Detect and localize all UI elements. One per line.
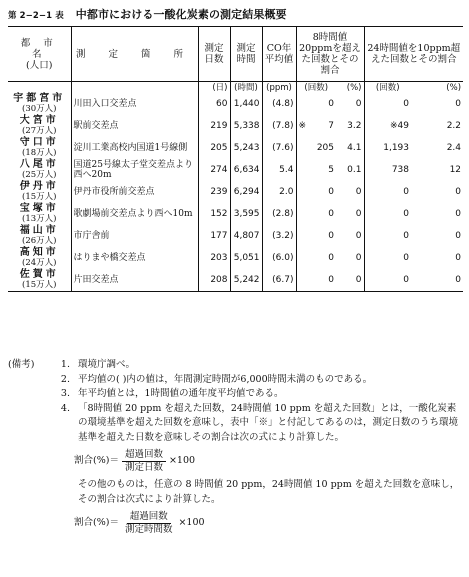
avg-cell: (7.6) bbox=[262, 137, 296, 159]
note-4: 4. 「8時間値 20 ppm を超えた回数，24時間値 10 ppm を超えた回数」とは，一酸化炭素の環境基準を超えた回数を意味し，表中「※」と付記してあるのは，測定日数のうち環境基準を超えた日数を意味しその割合は次の式により計算した。 bbox=[60, 402, 459, 443]
days-cell: 219 bbox=[198, 115, 230, 137]
city-population: (25万人) bbox=[22, 170, 57, 180]
hours-cell: 5,242 bbox=[230, 269, 262, 292]
over8-pct-cell: 0 bbox=[355, 187, 362, 197]
hours-cell: 5,243 bbox=[230, 137, 262, 159]
avg-cell: (7.8) bbox=[262, 115, 296, 137]
table-row bbox=[8, 137, 463, 159]
table-row bbox=[8, 247, 463, 269]
city-cell bbox=[8, 93, 71, 115]
table-title-text: 中都市における一酸化炭素の測定結果概要 bbox=[75, 8, 287, 21]
over8-pct-cell: 0 bbox=[355, 253, 362, 263]
header-over8: 8時間値20ppmを超えた回数とその割合 bbox=[296, 27, 364, 82]
site-cell: 歌劇場前交差点より西へ10m bbox=[71, 203, 198, 225]
over24-count-cell: 0 bbox=[364, 225, 411, 247]
note-1: (備考) 1. 環境庁調べ。 bbox=[8, 358, 463, 373]
city-population: (13万人) bbox=[22, 214, 57, 224]
unit-days: (日) bbox=[198, 82, 230, 94]
notes bbox=[8, 358, 463, 540]
over24-pct-cell: 12 bbox=[449, 165, 462, 175]
city-name: 宇都宮市 bbox=[13, 93, 66, 104]
avg-cell: (6.7) bbox=[262, 269, 296, 292]
avg-cell: 5.4 bbox=[262, 159, 296, 181]
site-cell: 駅前交差点 bbox=[71, 115, 198, 137]
city-name: 高知市 bbox=[19, 247, 59, 258]
note-4-continued: その他のものは，任意の 8 時間値 20 ppm，24時間値 10 ppm を超えた回数を意味し，その割合は次式により計算した。 bbox=[78, 479, 460, 505]
table-row bbox=[8, 115, 463, 137]
hours-cell: 5,338 bbox=[230, 115, 262, 137]
over24-count-cell: 0 bbox=[364, 93, 411, 115]
header-avg: CO年平均値 bbox=[262, 27, 296, 82]
note-3: 3. 年平均値とは，1時間値の通年度平均値である。 bbox=[60, 388, 284, 399]
table-row bbox=[8, 269, 463, 292]
over24-pct-cell: 2.2 bbox=[446, 121, 462, 131]
over24-pct-cell: 0 bbox=[455, 187, 462, 197]
unit-hours: (時間) bbox=[230, 82, 262, 94]
table-number: 第 2−2−1 表 bbox=[8, 11, 64, 21]
site-cell: 伊丹市役所前交差点 bbox=[71, 181, 198, 203]
unit-over24-pct: (%) bbox=[411, 82, 463, 94]
site-cell: 川田入口交差点 bbox=[71, 93, 198, 115]
over8-count-cell: 205 bbox=[296, 137, 336, 159]
days-cell: 208 bbox=[198, 269, 230, 292]
over24-count-cell: 0 bbox=[364, 269, 411, 292]
city-population: (30万人) bbox=[22, 104, 57, 114]
over8-pct-cell: 0 bbox=[355, 209, 362, 219]
over8-count-cell: ※ 7 bbox=[296, 115, 336, 137]
over8-count-cell: 5 bbox=[296, 159, 336, 181]
over8-pct-cell: 0 bbox=[355, 99, 362, 109]
city-name: 宝塚市 bbox=[19, 203, 59, 214]
city-cell bbox=[8, 203, 71, 225]
hours-cell: 3,595 bbox=[230, 203, 262, 225]
city-name: 大宮市 bbox=[19, 115, 59, 126]
over24-count-cell: 0 bbox=[364, 181, 411, 203]
hours-cell: 5,051 bbox=[230, 247, 262, 269]
unit-over8-count: (回数) bbox=[296, 82, 336, 94]
days-cell: 239 bbox=[198, 181, 230, 203]
table-row bbox=[8, 203, 463, 225]
over8-pct-cell: 3.2 bbox=[347, 121, 362, 131]
city-cell bbox=[8, 115, 71, 137]
days-cell: 152 bbox=[198, 203, 230, 225]
hours-cell: 1,440 bbox=[230, 93, 262, 115]
days-cell: 203 bbox=[198, 247, 230, 269]
city-cell bbox=[8, 225, 71, 247]
header-site: 測 定 箇 所 bbox=[71, 27, 198, 82]
unit-over24-count: (回数) bbox=[364, 82, 411, 94]
over8-count-cell: 0 bbox=[296, 247, 336, 269]
city-name: 福山市 bbox=[19, 225, 59, 236]
city-population: (26万人) bbox=[22, 236, 57, 246]
avg-cell: (6.0) bbox=[262, 247, 296, 269]
formula-hours: 割合(%)＝ $\frac{\text{超過回数}}{\text{測定時間数}}$ ×100 bbox=[74, 511, 205, 535]
header-over24: 24時間値を10ppm超えた回数とその割合 bbox=[364, 27, 463, 82]
city-cell bbox=[8, 159, 71, 181]
note-2: 2. 平均値の( )内の値は，年間測定時間が6,000時間未満のものである。 bbox=[60, 373, 373, 385]
over24-pct-cell: 0 bbox=[411, 269, 463, 292]
avg-cell: (4.8) bbox=[262, 93, 296, 115]
table-row bbox=[8, 225, 463, 247]
over8-count-cell: 0 bbox=[296, 93, 336, 115]
table-title bbox=[8, 6, 463, 22]
over24-count-cell: 738 bbox=[364, 159, 411, 181]
site-cell: 国道25号線太子堂交差点より西へ20m bbox=[71, 159, 198, 181]
days-cell: 274 bbox=[198, 159, 230, 181]
over24-pct-cell: 0 bbox=[455, 209, 462, 219]
hours-cell: 6,634 bbox=[230, 159, 262, 181]
over24-pct-cell: 0 bbox=[455, 231, 462, 241]
unit-avg: (ppm) bbox=[262, 82, 296, 94]
over8-pct-cell: 0 bbox=[336, 269, 364, 292]
days-cell: 205 bbox=[198, 137, 230, 159]
table-row bbox=[8, 159, 463, 181]
city-population: (18万人) bbox=[22, 148, 57, 158]
unit-over8-pct: (%) bbox=[336, 82, 364, 94]
city-name: 守口市 bbox=[19, 137, 59, 148]
formula-days: 割合(%)＝ $\frac{\text{超過回数}}{\text{測定日数}}$ ×100 bbox=[74, 449, 196, 473]
table-row bbox=[8, 181, 463, 203]
over8-count-cell: 0 bbox=[296, 269, 336, 292]
city-cell bbox=[8, 269, 71, 292]
header-days: 測定日数 bbox=[198, 27, 230, 82]
site-cell: 淀川工業高校内国道1号線側 bbox=[71, 137, 198, 159]
city-name: 八尾市 bbox=[19, 159, 59, 170]
over8-count-cell: 0 bbox=[296, 225, 336, 247]
over24-count-cell: 0 bbox=[364, 247, 411, 269]
over8-count-cell: 0 bbox=[296, 181, 336, 203]
over8-pct-cell: 0 bbox=[355, 231, 362, 241]
avg-cell: (3.2) bbox=[262, 225, 296, 247]
over24-count-cell: 1,193 bbox=[364, 137, 411, 159]
header-city: 都 市 名 (人口) bbox=[8, 27, 71, 82]
table-row bbox=[8, 93, 463, 115]
city-name: 佐賀市 bbox=[19, 269, 59, 280]
over8-count-cell: 0 bbox=[296, 203, 336, 225]
over8-pct-cell: 0.1 bbox=[347, 165, 362, 175]
site-cell: はりまや橋交差点 bbox=[71, 247, 198, 269]
avg-cell: 2.0 bbox=[262, 181, 296, 203]
avg-cell: (2.8) bbox=[262, 203, 296, 225]
hours-cell: 6,294 bbox=[230, 181, 262, 203]
over24-pct-cell: 0 bbox=[455, 253, 462, 263]
days-cell: 177 bbox=[198, 225, 230, 247]
over8-pct-cell: 4.1 bbox=[347, 143, 362, 153]
header-hours: 測定時間 bbox=[230, 27, 262, 82]
city-population: (15万人) bbox=[22, 280, 57, 290]
city-population: (15万人) bbox=[22, 192, 57, 202]
over24-count-cell: ※49 bbox=[364, 115, 411, 137]
city-name: 伊丹市 bbox=[19, 181, 59, 192]
days-cell: 60 bbox=[198, 93, 230, 115]
city-cell bbox=[8, 247, 71, 269]
measurement-table bbox=[8, 26, 463, 292]
site-cell: 片田交差点 bbox=[71, 269, 198, 292]
over24-count-cell: 0 bbox=[364, 203, 411, 225]
city-cell bbox=[8, 181, 71, 203]
asterisk-mark: ※ bbox=[298, 121, 307, 131]
site-cell: 市庁舎前 bbox=[71, 225, 198, 247]
over24-pct-cell: 0 bbox=[455, 99, 462, 109]
city-population: (27万人) bbox=[22, 126, 57, 136]
city-cell bbox=[8, 137, 71, 159]
over24-pct-cell: 2.4 bbox=[446, 143, 462, 153]
hours-cell: 4,807 bbox=[230, 225, 262, 247]
notes-label: (備考) bbox=[8, 359, 35, 370]
city-population: (24万人) bbox=[22, 258, 57, 268]
